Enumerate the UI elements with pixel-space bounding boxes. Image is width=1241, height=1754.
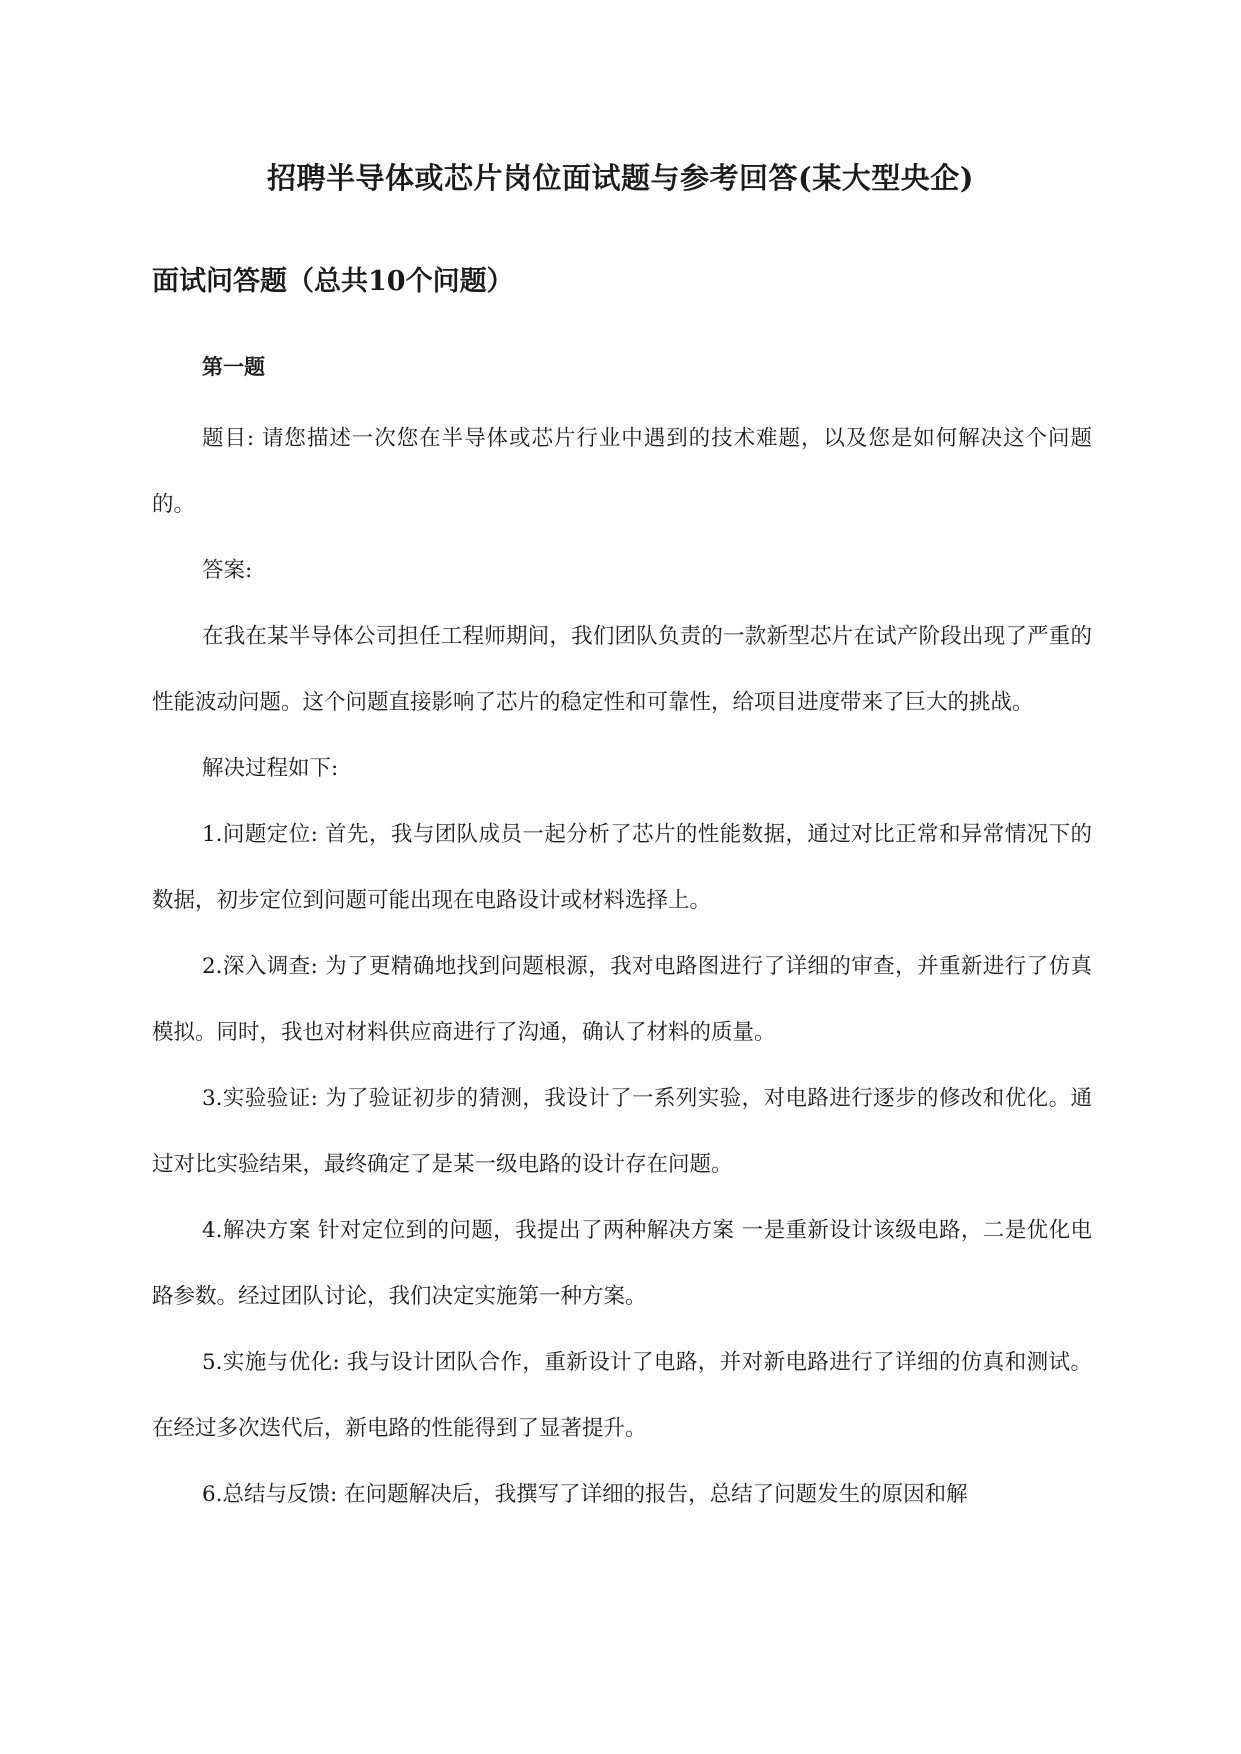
section-heading: 面试问答题（总共10个问题） <box>152 266 514 297</box>
step-1: 1.问题定位: 首先，我与团队成员一起分析了芯片的性能数据，通过对比正常和异常情况下的数据，初步定位到问题可能出现在电路设计或材料选择上。 <box>152 822 1092 913</box>
answer-label: 答案: <box>202 558 253 583</box>
step-3: 3.实验验证: 为了验证初步的猜测，我设计了一系列实验，对电路进行逐步的修改和优化。通过对比实验结果，最终确定了是某一级电路的设计存在问题。 <box>152 1086 1092 1177</box>
answer-intro: 在我在某半导体公司担任工程师期间，我们团队负责的一款新型芯片在试产阶段出现了严重的性能波动问题。这个问题直接影响了芯片的稳定性和可靠性，给项目进度带来了巨大的挑战。 <box>152 624 1092 715</box>
step-2: 2.深入调查: 为了更精确地找到问题根源，我对电路图进行了详细的审查，并重新进行了仿真模拟。同时，我也对材料供应商进行了沟通，确认了材料的质量。 <box>152 954 1092 1045</box>
step-4: 4.解决方案 针对定位到的问题，我提出了两种解决方案 一是重新设计该级电路，二是优化电路参数。经过团队讨论，我们决定实施第一种方案。 <box>152 1218 1092 1309</box>
answer-body <box>152 406 1092 1528</box>
document-title: 招聘半导体或芯片岗位面试题与参考回答(某大型央企) <box>267 161 974 195</box>
process-label: 解决过程如下: <box>202 756 339 781</box>
step-5: 5.实施与优化: 我与设计团队合作，重新设计了电路，并对新电路进行了详细的仿真和测试。在经过多次迭代后，新电路的性能得到了显著提升。 <box>152 1350 1092 1441</box>
question-heading: 第一题 <box>202 354 265 379</box>
step-6: 6.总结与反馈: 在问题解决后，我撰写了详细的报告，总结了问题发生的原因和解 <box>202 1482 968 1507</box>
question-prompt: 题目: 请您描述一次您在半导体或芯片行业中遇到的技术难题，以及您是如何解决这个问题的。 <box>152 426 1092 517</box>
